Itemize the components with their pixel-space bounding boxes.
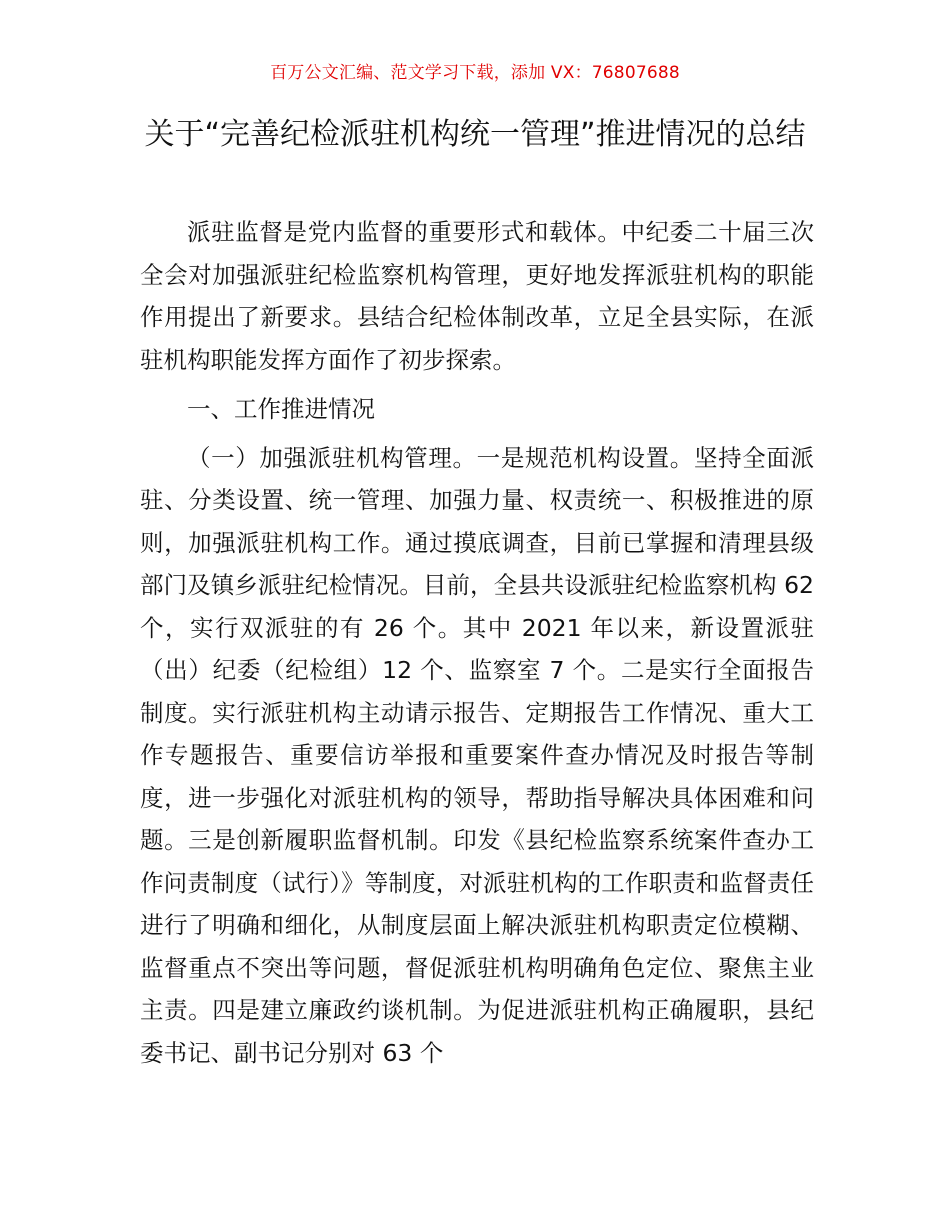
document-title: 关于“完善纪检派驻机构统一管理”推进情况的总结 — [144, 117, 806, 152]
section-paragraph: （一）加强派驻机构管理。一是规范机构设置。坚持全面派驻、分类设置、统一管理、加强力量、权责统一、积极推进的原则，加强派驻机构工作。通过摸底调查，目前已掌握和清理县级部门及镇乡派驻纪检情况。目前，全县共设派驻纪检监察机构 62 个，实行双派驻的有 26 个。其中 2021 年以来，新设置派驻（出）纪委（纪检组）12 个、监察室 7 个。二是实行全面报告制度。实行派驻机构主动请示报告、定期报告工作情况、重大工作专题报告、重要信访举报和重要案件查办情况及时报告等制度，进一步强化对派驻机构的领导，帮助指导解决具体困难和问题。三是创新履职监督机制。印发《县纪检监察系统案件查办工作问责制度（试行）》等制度，对派驻机构的工作职责和监督责任进行了明确和细化，从制度层面上解决派驻机构职责定位模糊、监督重点不突出等问题，督促派驻机构明确角色定位、聚焦主业主责。四是建立廉政约谈机制。为促进派驻机构正确履职，县纪委书记、副书记分别对 63 个 — [140, 443, 814, 1067]
document-body — [140, 211, 814, 1074]
section-heading: 一、工作推进情况 — [187, 395, 375, 423]
header-watermark-note: 百万公文汇编、范文学习下载，添加 VX：76807688 — [270, 63, 680, 83]
intro-paragraph: 派驻监督是党内监督的重要形式和载体。中纪委二十届三次全会对加强派驻纪检监察机构管理，更好地发挥派驻机构的职能作用提出了新要求。县结合纪检体制改革，立足全县实际，在派驻机构职能发挥方面作了初步探索。 — [140, 218, 814, 374]
